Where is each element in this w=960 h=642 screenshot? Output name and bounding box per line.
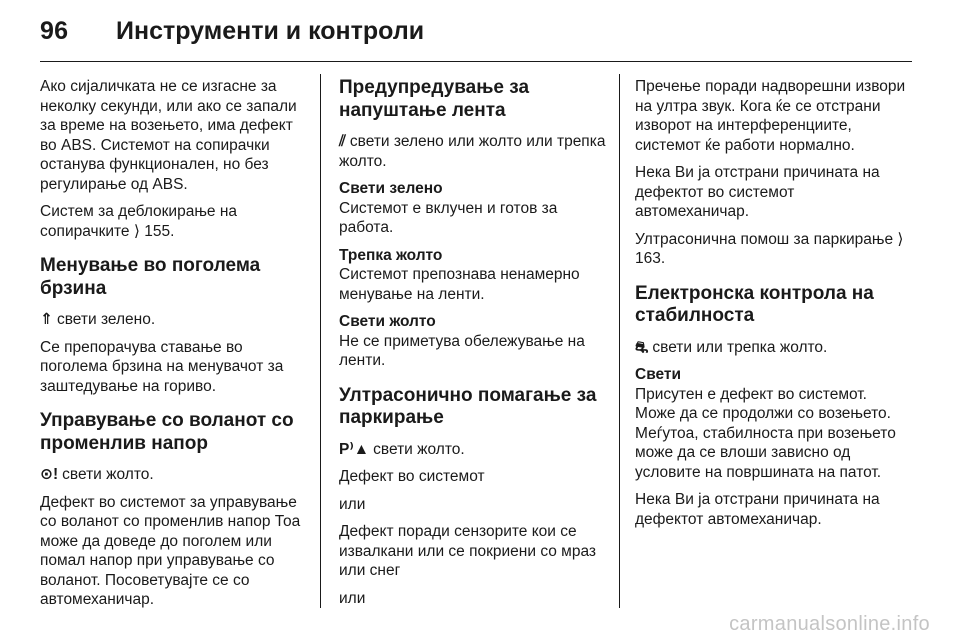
column-divider-2: [619, 74, 620, 608]
stability-status: [635, 338, 911, 358]
parking-or-2: или: [339, 589, 366, 607]
parking-fault-1: Дефект во системот: [339, 468, 485, 485]
steering-status: [40, 465, 312, 485]
parking-fault-2: Дефект поради сензорите кои се извалкани или се покриени со мраз или снег: [339, 523, 596, 579]
lane-departure-heading: Предупредување за напуштање лента: [339, 77, 530, 121]
shift-status: [40, 310, 312, 330]
column-1: [40, 77, 312, 618]
column-2: [339, 77, 611, 616]
lane-status-text: свети зелено или жолто или трепка жолто.: [339, 133, 606, 170]
page-number: 96: [40, 17, 69, 45]
green-description: Системот е вклучен и готов за работа.: [339, 199, 558, 236]
stability-control-icon: ⛐: [635, 338, 649, 356]
shift-status-text: свети зелено.: [57, 311, 156, 328]
steering-status-text: свети жолто.: [62, 466, 154, 483]
parking-sensor-icon: P⁾▲: [339, 440, 370, 458]
column-divider-1: [320, 74, 321, 608]
steering-heading: Управување со воланот со променлив напор: [40, 410, 294, 454]
parking-reference: Ултрасонична помош за паркирање ⟩ 163.: [635, 230, 904, 267]
parking-status-text: свети жолто.: [373, 440, 465, 458]
page-header: [0, 0, 960, 60]
watermark: carmanualsonline.info: [729, 613, 930, 635]
abs-paragraph: Ако сијаличката не се изгасне за неколку секунди, или ако се запали за време на возењето, има дефект во ABS. Системот на сопирачки останува функционален, но без регулирање од ABS.: [40, 78, 297, 193]
lane-status: [339, 132, 611, 171]
parking-status: [339, 440, 611, 460]
column-3: [635, 77, 911, 537]
shift-up-icon: ⇑: [40, 311, 53, 328]
lit-heading: Свети: [635, 366, 682, 383]
parking-or-1: или: [339, 495, 366, 513]
lane-departure-icon: ⫽: [339, 133, 346, 150]
interference-paragraph: Пречење поради надворешни извори на ултра звук. Кога ќе се отстрани изворот на интерференциите, системот ќе работи нормално.: [635, 78, 906, 154]
shift-description: Се препорачува ставање во поголема брзина на менувачот за заштедување на гориво.: [40, 338, 284, 395]
shift-up-heading: Менување во поголема брзина: [40, 255, 261, 299]
page-title: Инструменти и контроли: [116, 17, 425, 45]
blink-description: Системот препознава ненамерно менување на ленти.: [339, 266, 580, 303]
parking-heading: Ултрасонично помагање за паркирање: [339, 384, 597, 428]
steering-description: Дефект во системот за управување со воланот со променлив напор Тоа може да доведе до поголем или помал напор при управување со воланот. Посоветувајте се со автомеханичар.: [40, 493, 301, 608]
yellow-description: Не се приметува обележување на ленти.: [339, 332, 585, 369]
brake-release-reference: Систем за деблокирање на сопирачките ⟩ 155.: [40, 203, 238, 240]
yellow-heading: Свети жолто: [339, 313, 436, 330]
blink-heading: Трепка жолто: [339, 246, 443, 264]
green-heading: Свети зелено: [339, 180, 443, 197]
header-rule: [40, 61, 912, 62]
last-paragraph: Нека Ви ја отстрани причината на дефектот автомеханичар.: [635, 491, 880, 528]
stability-heading: Електронска контрола на стабилноста: [635, 282, 874, 326]
steering-wheel-icon: ⊙!: [40, 466, 59, 483]
fix-paragraph: Нека Ви ја отстрани причината на дефектот во системот автомеханичар.: [635, 164, 880, 220]
lit-description: Присутен е дефект во системот. Може да се продолжи со возењето. Меѓутоа, стабилноста при возењето може да се влоши зависно од условите на површината на патот.: [635, 385, 896, 481]
stability-status-text: свети или трепка жолто.: [652, 338, 828, 356]
